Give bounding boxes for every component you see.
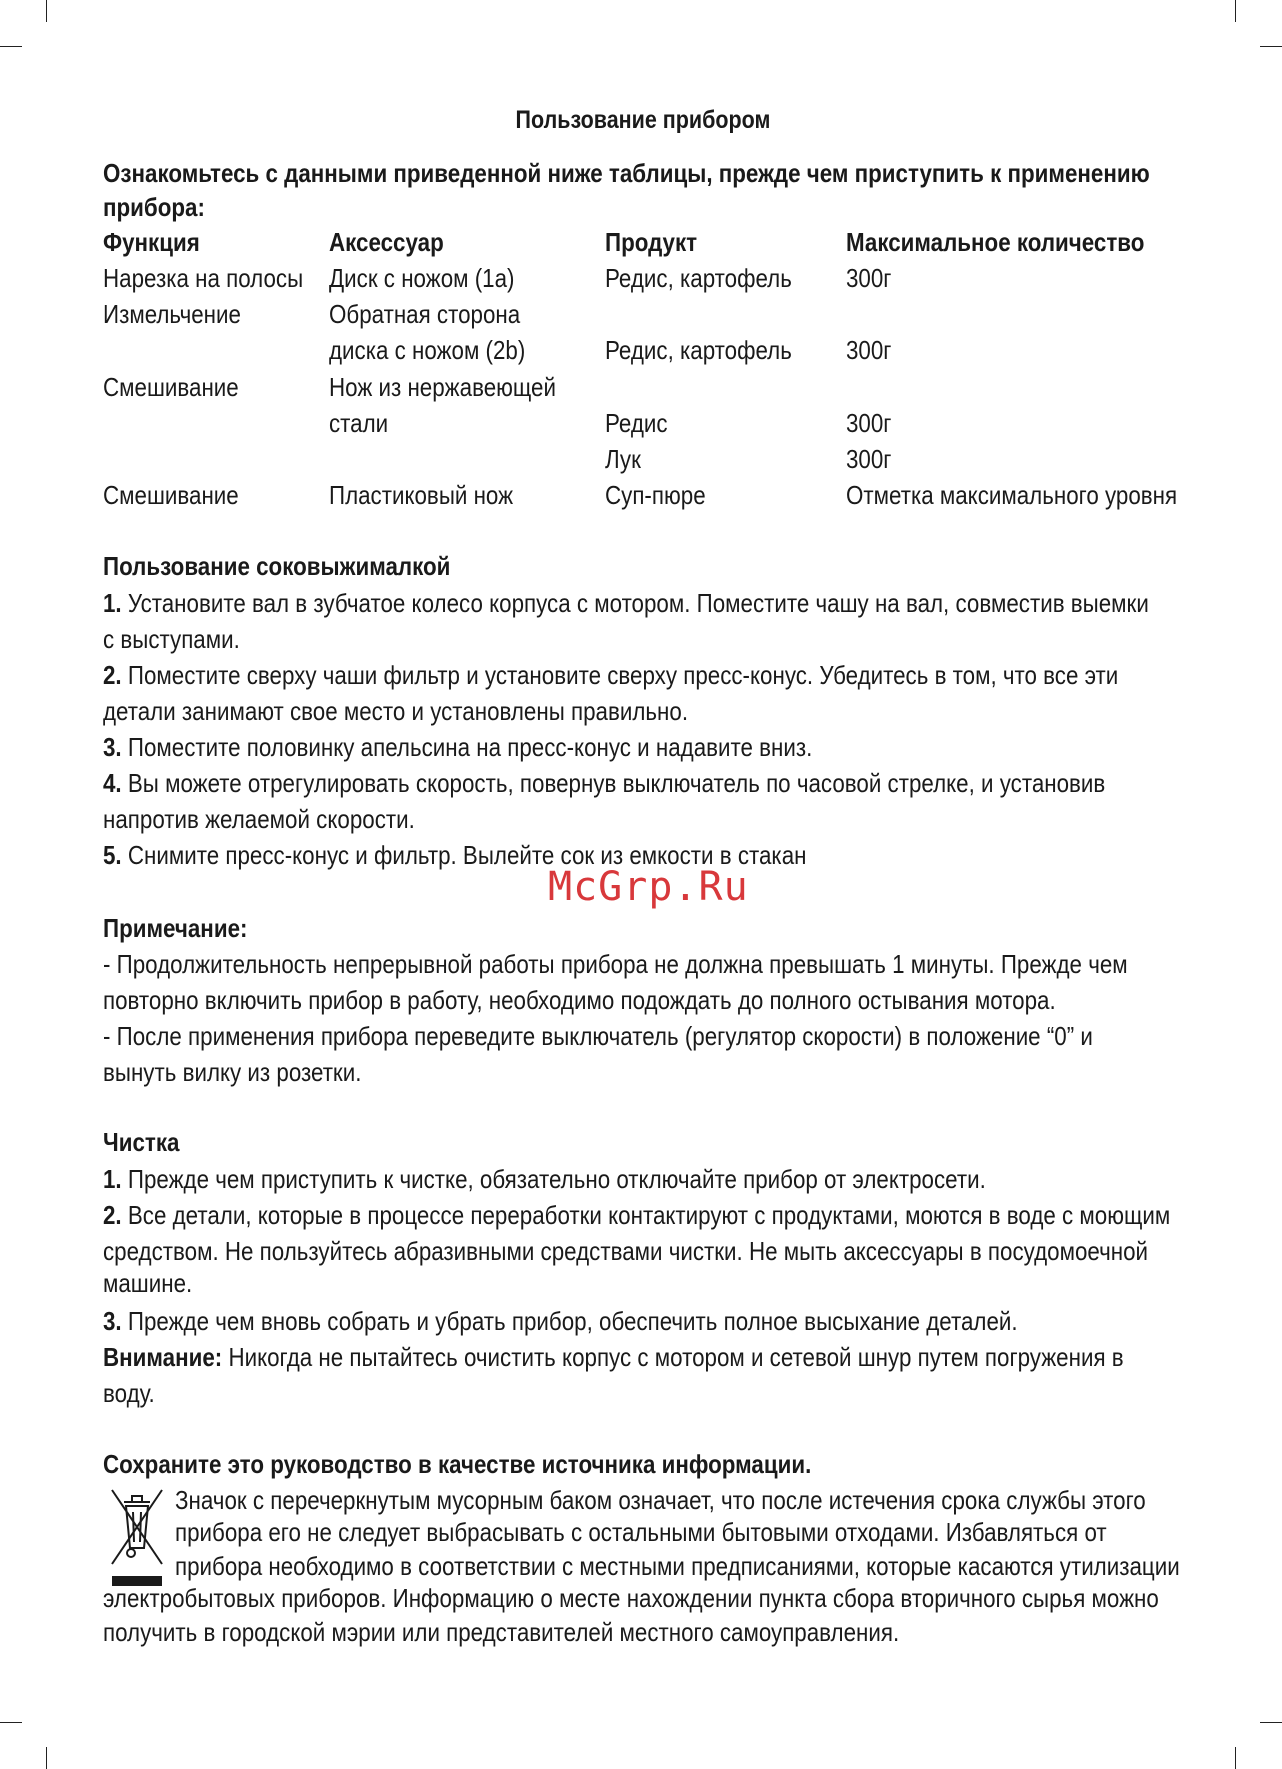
table-cell: 300г (846, 408, 892, 438)
list-item: 5. Снимите пресс-конус и фильтр. Вылейте сок из емкости в стакан (103, 840, 807, 870)
crop-mark (1260, 1722, 1282, 1723)
note-line: повторно включить прибор в работу, необходимо подождать до полного остывания мотора. (103, 985, 1056, 1015)
note-line: - После применения прибора переведите выключатель (регулятор скорости) в положение “0” и (103, 1021, 1093, 1051)
table-header-product: Продукт (605, 227, 698, 257)
list-item: 2. Все детали, которые в процессе переработки контактируют с продуктами, моются в воде с моющим (103, 1200, 1171, 1230)
disposal-line: Значок с перечеркнутым мусорным баком означает, что после истечения срока службы этого (175, 1485, 1146, 1515)
intro-text: прибора: (103, 192, 205, 222)
section-heading-cleaning: Чистка (103, 1127, 180, 1157)
list-item-cont: средством. Не пользуйтесь абразивными средствами чистки. Не мыть аксессуары в посудомоечной (103, 1236, 1149, 1266)
intro-text: Ознакомьтесь с данными приведенной ниже таблицы, прежде чем приступить к применению (103, 158, 1150, 188)
crop-mark (46, 1747, 47, 1769)
table-header-amount: Максимальное количество (846, 227, 1145, 257)
list-item: 3. Поместите половинку апельсина на пресс-конус и надавите вниз. (103, 732, 813, 762)
table-cell: Смешивание (103, 372, 239, 402)
table-cell: Нарезка на полосы (103, 263, 304, 293)
table-header-function: Функция (103, 227, 200, 257)
crop-mark (0, 46, 22, 47)
note-line: вынуть вилку из розетки. (103, 1057, 362, 1087)
crop-mark (1235, 0, 1236, 22)
list-item: 1. Прежде чем приступить к чистке, обязательно отключайте прибор от электросети. (103, 1164, 986, 1194)
disposal-line: прибора его не следует выбрасывать с остальными бытовыми отходами. Избавляться от (175, 1517, 1107, 1547)
list-item: 3. Прежде чем вновь собрать и убрать прибор, обеспечить полное высыхание деталей. (103, 1306, 1018, 1336)
crop-mark (1235, 1747, 1236, 1769)
table-cell: Отметка максимального уровня (846, 480, 1178, 510)
table-cell: Обратная сторона (329, 299, 521, 329)
page-title: Пользование прибором (515, 106, 771, 134)
table-cell: Редис, картофель (605, 263, 792, 293)
table-cell: стали (329, 408, 389, 438)
warning-line: воду. (103, 1378, 155, 1408)
table-cell: 300г (846, 444, 892, 474)
crossed-bin-icon (106, 1482, 168, 1586)
table-cell: Нож из нержавеющей (329, 372, 556, 402)
list-item-cont: детали занимают свое место и установлены правильно. (103, 696, 689, 726)
table-cell: диска с ножом (2b) (329, 335, 526, 365)
disposal-line: получить в городской мэрии или представителей местного самоуправления. (103, 1617, 900, 1647)
table-cell: Пластиковый нож (329, 480, 514, 510)
crop-mark (0, 1722, 22, 1723)
table-cell: 300г (846, 263, 892, 293)
table-cell: Измельчение (103, 299, 241, 329)
table-cell: Лук (605, 444, 641, 474)
table-cell: Суп-пюре (605, 480, 706, 510)
crop-mark (1260, 46, 1282, 47)
table-cell: Диск с ножом (1a) (329, 263, 515, 293)
watermark: McGrp.Ru (548, 864, 749, 910)
list-item-cont: с выступами. (103, 624, 240, 654)
list-item: 1. Установите вал в зубчатое колесо корпуса с мотором. Поместите чашу на вал, совместив выемки (103, 588, 1149, 618)
list-item-cont: напротив желаемой скорости. (103, 804, 415, 834)
list-item-cont: машине. (103, 1268, 193, 1298)
note-line: - Продолжительность непрерывной работы прибора не должна превышать 1 минуты. Прежде чем (103, 949, 1128, 979)
list-item: 4. Вы можете отрегулировать скорость, повернув выключатель по часовой стрелке, и установив (103, 768, 1106, 798)
section-heading-juicer: Пользование соковыжималкой (103, 551, 451, 581)
disposal-line: электробытовых приборов. Информацию о месте нахождении пункта сбора вторичного сырья можно (103, 1583, 1159, 1613)
table-cell: 300г (846, 335, 892, 365)
table-cell: Редис, картофель (605, 335, 792, 365)
list-item: 2. Поместите сверху чаши фильтр и установите сверху пресс-конус. Убедитесь в том, что все эти (103, 660, 1119, 690)
table-cell: Редис (605, 408, 668, 438)
section-heading-note: Примечание: (103, 913, 248, 943)
disposal-line: прибора необходимо в соответствии с местными предписаниями, которые касаются утилизации (175, 1551, 1180, 1581)
table-header-accessory: Аксессуар (329, 227, 444, 257)
section-heading-disposal: Сохраните это руководство в качестве источника информации. (103, 1449, 812, 1479)
warning-line: Внимание: Никогда не пытайтесь очистить корпус с мотором и сетевой шнур путем погружения в (103, 1342, 1124, 1372)
table-cell: Смешивание (103, 480, 239, 510)
crop-mark (46, 0, 47, 22)
